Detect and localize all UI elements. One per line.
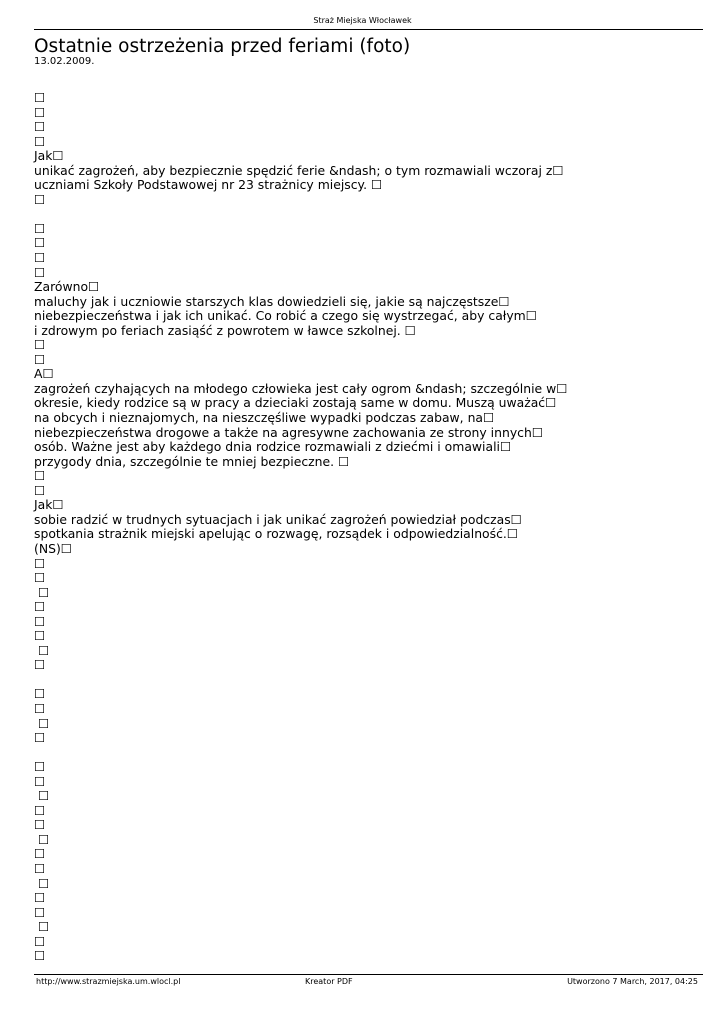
body-line: ☐ bbox=[34, 860, 46, 876]
body-line: okresie, kiedy rodzice są w pracy a dzieciaki zostają same w domu. Muszą uważać☐ bbox=[34, 395, 557, 411]
body-line: ☐ bbox=[34, 817, 46, 833]
header-divider bbox=[34, 29, 703, 30]
body-line: na obcych i nieznajomych, na nieszczęśliwe wypadki podczas zabaw, na☐ bbox=[34, 410, 495, 426]
body-line: ☐ bbox=[34, 482, 46, 498]
body-line: spotkania strażnik miejski apelując o rozwagę, rozsądek i odpowiedzialność.☐ bbox=[34, 526, 518, 542]
body-line: ☐ bbox=[34, 133, 46, 149]
body-line: ☐ bbox=[34, 788, 50, 804]
body-line: zagrożeń czyhających na młodego człowieka jest cały ogrom &ndash; szczególnie w☐ bbox=[34, 380, 568, 396]
body-line: maluchy jak i uczniowie starszych klas dowiedzieli się, jakie są najczęstsze☐ bbox=[34, 293, 510, 309]
body-line: ☐ bbox=[34, 337, 46, 353]
body-line: ☐ bbox=[34, 700, 46, 716]
footer-url: http://www.strazmiejska.um.wlocl.pl bbox=[36, 977, 181, 986]
body-line: ☐ bbox=[34, 613, 46, 629]
body-line: niebezpieczeństwa drogowe a także na agresywne zachowania ze strony innych☐ bbox=[34, 424, 543, 440]
body-line: ☐ bbox=[34, 351, 46, 367]
body-line: ☐ bbox=[34, 220, 46, 236]
body-line: przygody dnia, szczególnie te mniej bezpieczne. ☐ bbox=[34, 453, 350, 469]
footer-created-date: Utworzono 7 March, 2017, 04:25 bbox=[567, 977, 698, 986]
body-line: sobie radzić w trudnych sytuacjach i jak unikać zagrożeń powiedział podczas☐ bbox=[34, 511, 522, 527]
body-line: ☐ bbox=[34, 686, 46, 702]
body-line: ☐ bbox=[34, 831, 50, 847]
body-line: ☐ bbox=[34, 657, 46, 673]
body-line: ☐ bbox=[34, 628, 46, 644]
body-line: ☐ bbox=[34, 555, 46, 571]
body-line: ☐ bbox=[34, 730, 46, 746]
body-line: ☐ bbox=[34, 890, 46, 906]
article-body bbox=[34, 91, 714, 964]
header-site-name: Straż Miejska Włocławek bbox=[313, 16, 412, 25]
body-line: ☐ bbox=[34, 599, 46, 615]
body-line: ☐ bbox=[34, 250, 46, 266]
body-line: (NS)☐ bbox=[34, 540, 72, 556]
body-line: ☐ bbox=[34, 875, 50, 891]
body-line: i zdrowym po feriach zasiąść z powrotem w ławce szkolnej. ☐ bbox=[34, 322, 416, 338]
body-line: ☐ bbox=[34, 715, 50, 731]
body-line: Jak☐ bbox=[34, 148, 64, 164]
body-line: ☐ bbox=[34, 642, 50, 658]
article-title: Ostatnie ostrzeżenia przed feriami (foto) bbox=[34, 36, 411, 57]
body-line: ☐ bbox=[34, 933, 46, 949]
body-line: ☐ bbox=[34, 104, 46, 120]
footer-divider bbox=[34, 974, 703, 975]
body-line: ☐ bbox=[34, 759, 46, 775]
body-line: uczniami Szkoły Podstawowej nr 23 strażnicy miejscy. ☐ bbox=[34, 177, 383, 193]
body-line: ☐ bbox=[34, 948, 46, 964]
article-date: 13.02.2009. bbox=[34, 56, 95, 67]
body-line: A☐ bbox=[34, 366, 54, 382]
body-line: ☐ bbox=[34, 235, 46, 251]
footer-generator: Kreator PDF bbox=[305, 977, 353, 986]
body-line: ☐ bbox=[34, 773, 46, 789]
body-line: ☐ bbox=[34, 846, 46, 862]
body-line: ☐ bbox=[34, 264, 46, 280]
body-line: ☐ bbox=[34, 191, 46, 207]
body-line: ☐ bbox=[34, 468, 46, 484]
body-line: ☐ bbox=[34, 584, 50, 600]
body-line: osób. Ważne jest aby każdego dnia rodzice rozmawiali z dziećmi i omawiali☐ bbox=[34, 439, 512, 455]
body-line bbox=[34, 207, 714, 222]
body-line: Jak☐ bbox=[34, 497, 64, 513]
body-line: ☐ bbox=[34, 90, 46, 105]
body-line: niebezpieczeństwa i jak ich unikać. Co robić a czego się wystrzegać, aby całym☐ bbox=[34, 308, 537, 324]
body-line: unikać zagrożeń, aby bezpiecznie spędzić ferie &ndash; o tym rozmawiali wczoraj z☐ bbox=[34, 162, 564, 178]
body-line: ☐ bbox=[34, 570, 46, 586]
body-line: Zarówno☐ bbox=[34, 279, 100, 295]
body-line: ☐ bbox=[34, 919, 50, 935]
body-line: ☐ bbox=[34, 904, 46, 920]
body-line: ☐ bbox=[34, 802, 46, 818]
body-line: ☐ bbox=[34, 119, 46, 135]
body-line bbox=[34, 746, 714, 761]
body-line bbox=[34, 673, 714, 688]
